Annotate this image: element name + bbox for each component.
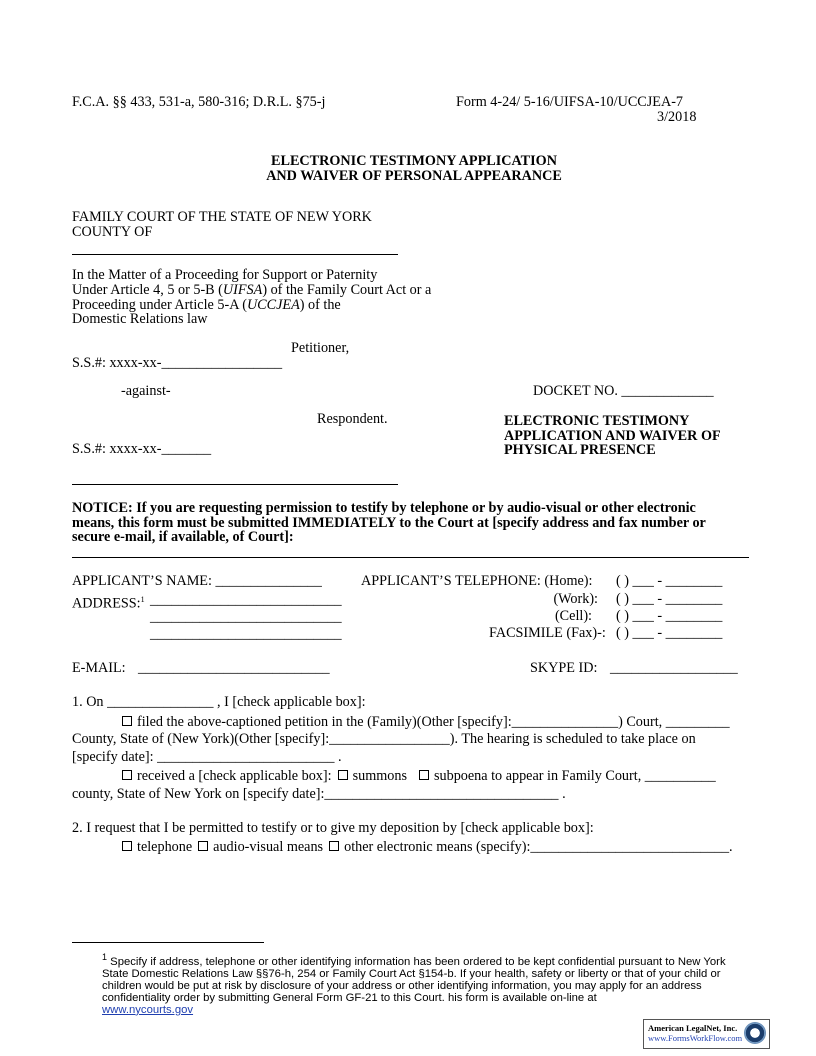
caption-title-line2: APPLICATION AND WAIVER OF	[504, 428, 721, 444]
notice-line2: means, this form must be submitted IMMEDIATELY to the Court at [specify address and fax number or	[72, 515, 706, 531]
telephone-checkbox[interactable]	[122, 841, 132, 851]
caption-bottom-rule	[72, 484, 398, 485]
para1-line3: County, State of (New York)(Other [specify]:_________________). The hearing is scheduled to take place on	[72, 731, 696, 747]
court-name: FAMILY COURT OF THE STATE OF NEW YORK	[72, 209, 372, 225]
address-line-2[interactable]: ___________________________	[150, 609, 342, 625]
footnote-rule	[72, 942, 264, 943]
audio-visual-checkbox[interactable]	[198, 841, 208, 851]
subpoena-checkbox[interactable]	[419, 770, 429, 780]
caption-title-line3: PHYSICAL PRESENCE	[504, 442, 656, 458]
against-label: -against-	[121, 383, 171, 399]
skype-field[interactable]: __________________	[610, 660, 738, 676]
docket-number-field[interactable]: DOCKET NO. _____________	[533, 383, 714, 399]
applicant-name-field[interactable]: APPLICANT’S NAME: _______________	[72, 573, 322, 589]
telephone-work-field[interactable]: ( ) ___ - ________	[616, 591, 723, 607]
received-checkbox[interactable]	[122, 770, 132, 780]
para2-options: telephone audio-visual means other electronic means (specify):____________________________.	[122, 840, 733, 855]
para1-line1: 1. On _______________ , I [check applicable box]:	[72, 694, 366, 710]
para1-filed-option: filed the above-captioned petition in the (Family)(Other [specify]:_______________) Court, _________	[122, 715, 730, 730]
matter-line1: In the Matter of a Proceeding for Support or Paternity	[72, 267, 378, 283]
other-electronic-checkbox[interactable]	[329, 841, 339, 851]
telephone-work-label: (Work):	[553, 591, 598, 607]
para1-line6: county, State of New York on [specify date]:_________________________________ .	[72, 786, 566, 802]
petitioner-ssn-field[interactable]: S.S.#: xxxx-xx-_________________	[72, 355, 283, 371]
caption-top-rule	[72, 254, 398, 255]
fax-label: FACSIMILE (Fax)-:	[489, 625, 606, 641]
statute-reference: F.C.A. §§ 433, 531-a, 580-316; D.R.L. §75-j	[72, 94, 326, 110]
para1-line4: [specify date]: _________________________ .	[72, 749, 342, 765]
address-line-1[interactable]: ___________________________	[150, 592, 342, 608]
form-title-line2: AND WAIVER OF PERSONAL APPEARANCE	[266, 168, 562, 184]
skype-label: SKYPE ID:	[530, 660, 598, 676]
notice-line3: secure e-mail, if available, of Court]:	[72, 529, 294, 545]
publisher-name: American LegalNet, Inc.	[648, 1023, 738, 1033]
nycourts-link[interactable]: www.nycourts.gov	[102, 1003, 194, 1016]
address-line-3[interactable]: ___________________________	[150, 626, 342, 642]
email-field[interactable]: ___________________________	[138, 660, 330, 676]
respondent-label: Respondent.	[317, 411, 388, 427]
caption-title-line1: ELECTRONIC TESTIMONY	[504, 413, 690, 429]
filed-checkbox[interactable]	[122, 716, 132, 726]
telephone-home-label: APPLICANT’S TELEPHONE: (Home):	[361, 573, 593, 589]
respondent-ssn-field[interactable]: S.S.#: xxxx-xx-_______	[72, 441, 212, 457]
county-label: COUNTY OF	[72, 224, 153, 240]
petitioner-label: Petitioner,	[291, 340, 350, 356]
matter-line3: Proceeding under Article 5-A (UCCJEA) of the	[72, 297, 341, 313]
matter-line2: Under Article 4, 5 or 5-B (UIFSA) of the Family Court Act or a	[72, 282, 432, 298]
para2-line1: 2. I request that I be permitted to testify or to give my deposition by [check applicable box]:	[72, 820, 594, 836]
form-title-line1: ELECTRONIC TESTIMONY APPLICATION	[271, 153, 557, 169]
telephone-home-field[interactable]: ( ) ___ - ________	[616, 573, 723, 589]
publisher-badge[interactable]	[643, 1019, 770, 1049]
notice-line1: NOTICE: If you are requesting permission to testify by telephone or by audio-visual or other electronic	[72, 500, 696, 516]
court-address-line[interactable]	[72, 557, 749, 558]
para1-received-option: received a [check applicable box]: summons subpoena to appear in Family Court, __________	[122, 769, 716, 784]
telephone-cell-field[interactable]: ( ) ___ - ________	[616, 608, 723, 624]
footnote-text: $^1$ Specify if address, telephone or other identifying information has been ordered to be kept confidential pursuant to New York State Domestic Relations Law §§76-h, 254 or Family Court Act §154-b. If your health, safety or liberty or that of your child or children would be put at risk by disclosure of your address or other identifying information, you may apply for an address confidentiality order by submitting General Form GF-21 to this Court. his form is available on-line at www.nycourts.gov	[102, 952, 726, 1016]
form-number: Form 4-24/ 5-16/UIFSA-10/UCCJEA-7	[456, 94, 684, 110]
email-label: E-MAIL:	[72, 660, 126, 676]
footnote-ref: 1	[140, 595, 145, 604]
matter-line4: Domestic Relations law	[72, 311, 208, 327]
summons-checkbox[interactable]	[338, 770, 348, 780]
telephone-cell-label: (Cell):	[554, 608, 592, 624]
fax-field[interactable]: ( ) ___ - ________	[616, 625, 723, 641]
address-label: ADDRESS:$^1$	[72, 595, 145, 612]
publisher-url: www.FormsWorkFlow.com	[648, 1033, 743, 1043]
publisher-logo-icon	[744, 1022, 766, 1044]
form-date: 3/2018	[657, 109, 697, 125]
